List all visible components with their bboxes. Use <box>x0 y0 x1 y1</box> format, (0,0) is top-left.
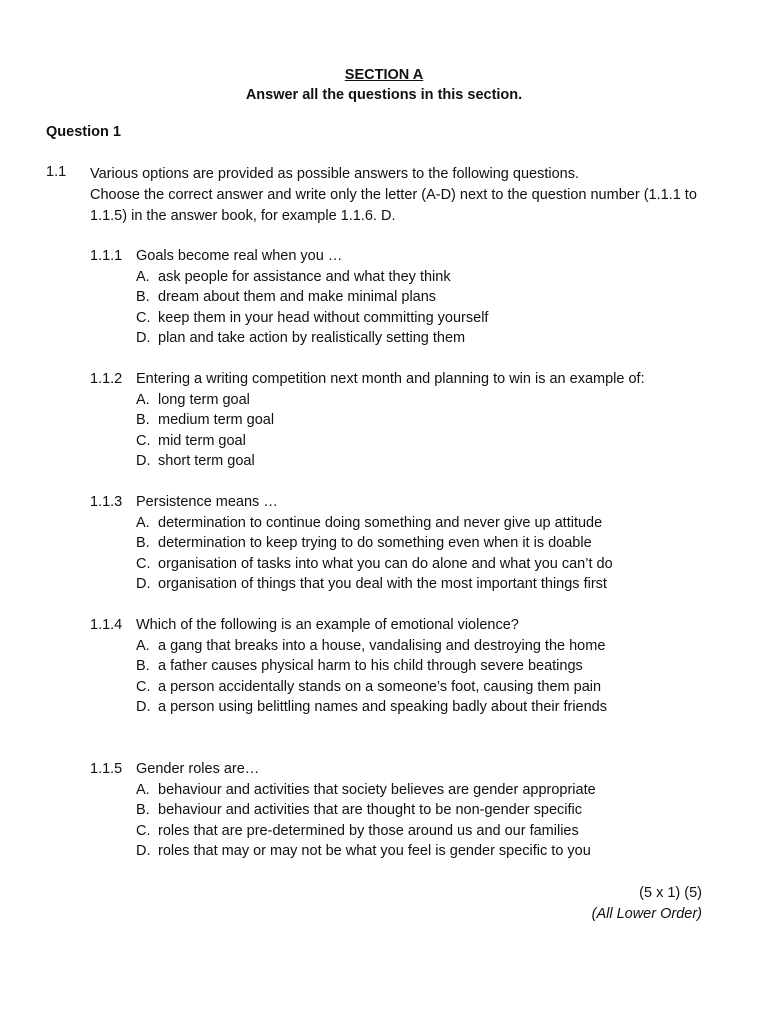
option <box>90 533 730 554</box>
option <box>90 821 730 842</box>
option-letter: B. <box>136 289 150 306</box>
option-letter: D. <box>136 330 151 347</box>
option-letter: D. <box>136 843 151 860</box>
question-text: Goals become real when you … <box>136 248 343 264</box>
option <box>90 677 730 698</box>
option-text: dream about them and make minimal plans <box>158 289 437 306</box>
option-text: a person accidentally stands on a someone’s foot, causing them pain <box>158 678 602 695</box>
question-text: Which of the following is an example of emotional violence? <box>136 617 519 633</box>
option-letter: A. <box>136 514 150 531</box>
intro-line: Various options are provided as possible answers to the following questions. <box>90 166 579 182</box>
option <box>90 267 730 288</box>
option-letter: B. <box>136 412 150 429</box>
option <box>90 636 730 657</box>
option <box>90 574 730 595</box>
question-text: Entering a writing competition next month and planning to win is an example of: <box>136 371 645 387</box>
option <box>90 328 730 349</box>
option <box>90 780 730 801</box>
option-letter: B. <box>136 658 150 675</box>
marks-note: (All Lower Order) <box>591 906 702 922</box>
question-number: 1.1.4 <box>90 617 123 633</box>
question-number: 1.1.1 <box>90 248 123 264</box>
section-instruction: Answer all the questions in this section. <box>245 87 523 103</box>
option <box>90 841 730 862</box>
option-letter: C. <box>136 678 151 695</box>
option <box>90 656 730 677</box>
question-1-1-2 <box>90 369 730 472</box>
option-letter: C. <box>136 309 151 326</box>
question-number: 1.1.3 <box>90 494 123 510</box>
option-text: keep them in your head without committing yourself <box>158 309 489 326</box>
option-letter: C. <box>136 555 151 572</box>
intro-text <box>90 164 730 227</box>
option-text: long term goal <box>158 391 250 408</box>
option <box>90 554 730 575</box>
option <box>90 513 730 534</box>
option-text: roles that may or may not be what you feel is gender specific to you <box>158 843 591 860</box>
option-letter: D. <box>136 453 151 470</box>
option-text: a father causes physical harm to his child through severe beatings <box>158 658 583 675</box>
option-text: organisation of things that you deal with the most important things first <box>158 576 607 593</box>
option <box>90 308 730 329</box>
option-letter: D. <box>136 576 151 593</box>
option-text: a person using belittling names and speaking badly about their friends <box>158 699 607 716</box>
option <box>90 451 730 472</box>
option-text: behaviour and activities that society believes are gender appropriate <box>158 781 596 798</box>
question-text: Persistence means … <box>136 494 278 510</box>
option <box>90 431 730 452</box>
section-title: SECTION A <box>344 67 424 83</box>
option <box>90 287 730 308</box>
mark-allocation <box>592 883 702 925</box>
question-1-1-5 <box>90 759 730 862</box>
option-letter: C. <box>136 432 151 449</box>
question-text: Gender roles are… <box>136 761 260 777</box>
question-1-1-4 <box>90 615 730 718</box>
option-letter: A. <box>136 637 150 654</box>
option-letter: A. <box>136 391 150 408</box>
option-text: determination to continue doing something and never give up attitude <box>158 514 603 531</box>
marks-score: (5 x 1) (5) <box>639 885 702 901</box>
question-heading: Question 1 <box>46 124 121 140</box>
intro-line: Choose the correct answer and write only the letter (A-D) next to the question number (1.1.1 to <box>90 187 697 203</box>
question-number: 1.1.2 <box>90 371 123 387</box>
option-text: roles that are pre-determined by those around us and our families <box>158 822 579 839</box>
option <box>90 800 730 821</box>
option-text: ask people for assistance and what they think <box>158 268 451 285</box>
option-text: organisation of tasks into what you can do alone and what you can’t do <box>158 555 613 572</box>
option-text: behaviour and activities that are thought to be non-gender specific <box>158 802 582 819</box>
option <box>90 390 730 411</box>
option-letter: A. <box>136 781 150 798</box>
option <box>90 410 730 431</box>
option-text: determination to keep trying to do something even when it is doable <box>158 535 592 552</box>
option-letter: B. <box>136 535 150 552</box>
question-1-1-1 <box>90 246 730 349</box>
option-letter: D. <box>136 699 151 716</box>
option-letter: B. <box>136 802 150 819</box>
option-text: mid term goal <box>158 432 246 449</box>
question-1-1-3 <box>90 492 730 595</box>
option-text: plan and take action by realistically setting them <box>158 330 466 347</box>
option-letter: C. <box>136 822 151 839</box>
intro-number: 1.1 <box>46 164 67 180</box>
option-text: short term goal <box>158 453 255 470</box>
option-text: medium term goal <box>158 412 275 429</box>
question-number: 1.1.5 <box>90 761 123 777</box>
option-letter: A. <box>136 268 150 285</box>
option <box>90 697 730 718</box>
intro-line: 1.1.5) in the answer book, for example 1.1.6. D. <box>90 208 396 224</box>
option-text: a gang that breaks into a house, vandalising and destroying the home <box>158 637 606 654</box>
